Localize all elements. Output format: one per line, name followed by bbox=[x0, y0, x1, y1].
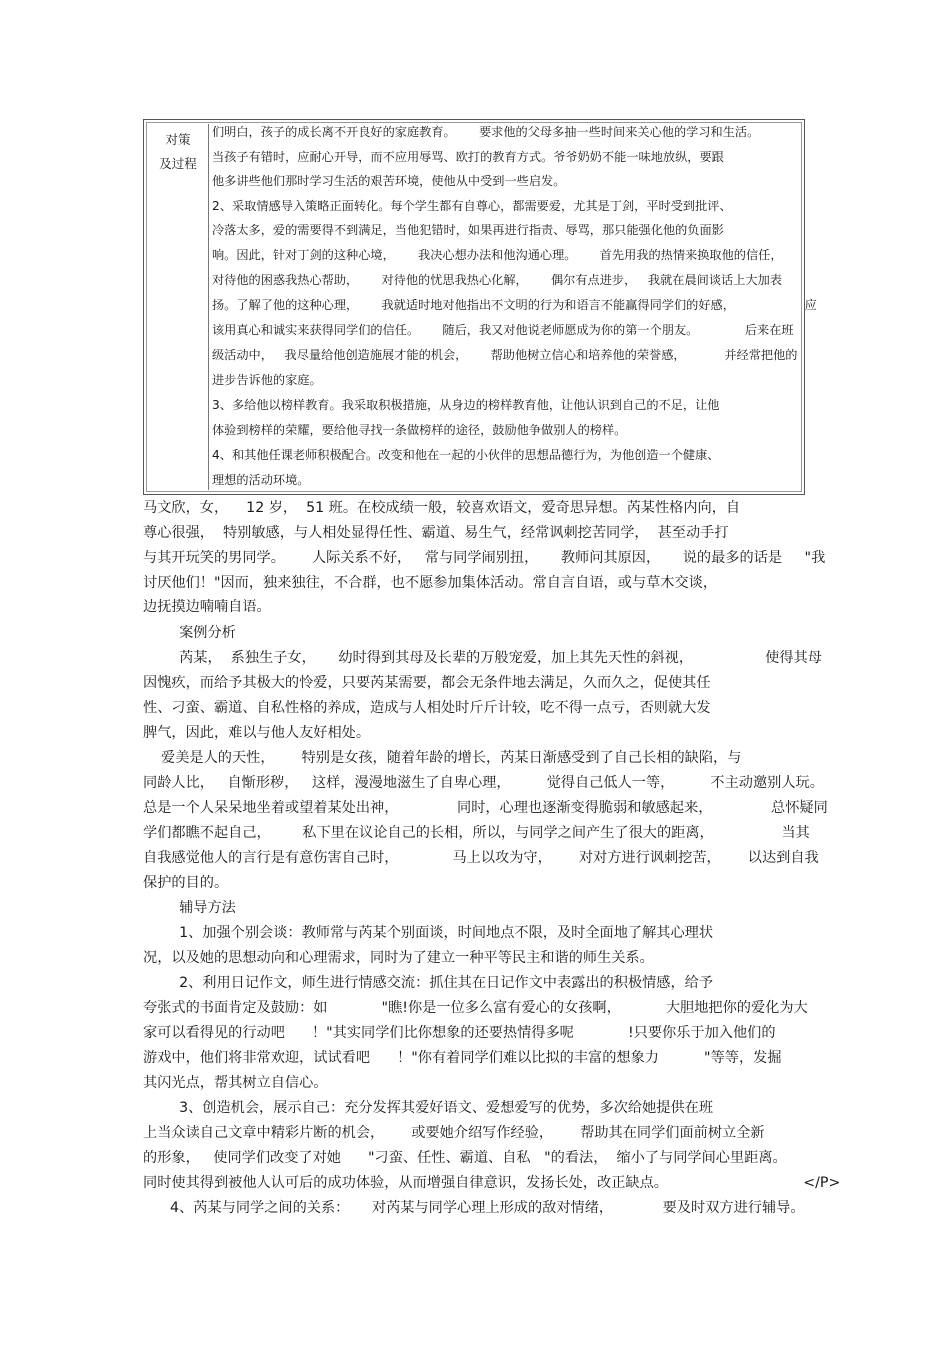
body-line: 其闪光点，帮其树立自信心。 bbox=[143, 1075, 328, 1091]
body-line: 与其开玩笑的男同学。 人际关系不好， 常与同学闹别扭， 教师问其原因， 说的最多的话是 "我 bbox=[143, 550, 826, 566]
table-label-cell bbox=[148, 124, 209, 490]
body-line: 爱美是人的天性， 特别是女孩，随着年龄的增长，芮某日渐感受到了自己长相的缺陷，与 bbox=[143, 750, 742, 766]
body-line: 3、创造机会，展示自己：充分发挥其爱好语文、爱想爱写的优势，多次给她提供在班 bbox=[143, 1100, 714, 1116]
table-text-line: 他多讲些他们那时学习生活的艰苦环境，使他从中受到一些启发。 bbox=[212, 174, 566, 188]
body-line: 4、芮某与同学之间的关系： 对芮某与同学心理上形成的敌对情绪， 要及时双方进行辅导。 bbox=[143, 1200, 805, 1216]
body-line: 1、加强个别会谈：教师常与芮某个别面谈，时间地点不限，及时全面地了解其心理状 bbox=[143, 925, 714, 941]
table-content-cell bbox=[210, 124, 817, 490]
table-label-line-1: 对策 bbox=[165, 132, 191, 147]
body-line: 尊心很强， 特别敏感，与人相处显得任性、霸道、易生气，经常讽刺挖苦同学， 甚至动手打 bbox=[143, 525, 729, 541]
body-line: 芮某， 系独生子女， 幼时得到其母及长辈的万般宠爱，加上其先天性的斜视， 使得其母 bbox=[143, 650, 822, 666]
table-text-line: 响。因此，针对丁剑的这种心境， 我决心想办法和他沟通心理。 首先用我的热情来换取他的信任， bbox=[212, 248, 783, 262]
table-label-line-2: 及过程 bbox=[159, 156, 197, 171]
table-text-line: 对待他的困惑我热心帮助， 对待他的忧思我热心化解， 偶尔有点进步， 我就在晨间谈话上大加表 bbox=[212, 273, 782, 287]
body-line: 家可以看得见的行动吧 ！"其实同学们比你想象的还要热情得多呢 !只要你乐于加入他们的 bbox=[143, 1025, 776, 1041]
table-text-line: 4、和其他任课老师积极配合。改变和他在一起的小伙伴的思想品德行为，为他创造一个健康、 bbox=[212, 448, 720, 462]
body-line: 同龄人比， 自惭形秽， 这样，漫漫地滋生了自卑心理， 觉得自己低人一等， 不主动邀别人玩。 bbox=[143, 775, 824, 791]
body-line: 性、刁蛮、霸道、自私性格的养成，造成与人相处时斤斤计较，吃不得一点亏，否则就大发 bbox=[143, 700, 711, 716]
body-line: 马文欣，女， 12 岁， 51 班。在校成绩一般，较喜欢语文，爱奇思异想。芮某性格内向，自 bbox=[143, 500, 741, 516]
body-line: 游戏中，他们将非常欢迎，试试看吧 ！"你有着同学们难以比拟的丰富的想象力 "等等，发掘 bbox=[143, 1050, 782, 1066]
strategy-table bbox=[143, 119, 817, 495]
table-text-line: 们明白，孩子的成长离不开良好的家庭教育。 要求他的父母多抽一些时间来关心他的学习和生活。 bbox=[212, 125, 760, 139]
body-line: 讨厌他们！"因而，独来独往，不合群，也不愿参加集体活动。常自言自语，或与草木交谈， bbox=[143, 575, 718, 591]
body-line: 脾气，因此，难以与他人友好相处。 bbox=[143, 725, 371, 741]
body-line: 因愧疚，而给予其极大的怜爱，只要芮某需要，都会无条件地去满足，久而久之，促使其任 bbox=[143, 675, 711, 691]
body-line: 同时使其得到被他人认可后的成功体验，从而增强自律意识，发扬长处，改正缺点。 </P> bbox=[143, 1175, 841, 1191]
body-line: 自我感觉他人的言行是有意伤害自己时， 马上以攻为守， 对对方进行讽刺挖苦， 以达到自我 bbox=[143, 850, 819, 866]
table-text-line: 2、采取情感导入策略正面转化。每个学生都有自尊心，都需要爱，尤其是丁剑，平时受到批评、 bbox=[212, 199, 732, 213]
table-text-line: 3、多给他以榜样教育。我采取积极措施，从身边的榜样教育他，让他认识到自己的不足，让他 bbox=[212, 398, 720, 412]
table-text-line: 冷落太多，爱的需要得不到满足，当他犯错时，如果再进行指责、辱骂，那只能强化他的负面影 bbox=[212, 223, 724, 237]
body-line: 夸张式的书面肯定及鼓励：如 "瞧!你是一位多么富有爱心的女孩啊， 大胆地把你的爱化为大 bbox=[143, 1000, 808, 1016]
body-line: 的形象， 使同学们改变了对她 "刁蛮、任性、霸道、自私 "的看法， 缩小了与同学间心里距离。 bbox=[143, 1150, 787, 1166]
body-line: 上当众读自己文章中精彩片断的机会， 或要她介绍写作经验， 帮助其在同学们面前树立全新 bbox=[143, 1125, 765, 1141]
table-text-line: 级活动中， 我尽量给他创造施展才能的机会， 帮助他树立信心和培养他的荣誉感， 并经常把他的 bbox=[212, 348, 798, 362]
body-line: 况，以及她的思想动向和心理需求，同时为了建立一种平等民主和谐的师生关系。 bbox=[143, 950, 654, 966]
table-text-line: 体验到榜样的荣耀，要给他寻找一条做榜样的途径，鼓励他争做别人的榜样。 bbox=[212, 423, 627, 437]
body-line: 2、利用日记作文，师生进行情感交流：抓住其在日记作文中表露出的积极情感，给予 bbox=[143, 975, 714, 991]
table-text-line: 该用真心和诚实来获得同学们的信任。 随后，我又对他说老师愿成为你的第一个朋友。 后来在班 bbox=[212, 323, 794, 337]
body-line: 边抚摸边喃喃自语。 bbox=[143, 599, 271, 615]
table-text-line: 理想的活动环境。 bbox=[212, 473, 310, 487]
table-text-line: 当孩子有错时，应耐心开导，而不应用辱骂、欧打的教育方式。爷爷奶奶不能一味地放纵，要跟 bbox=[212, 150, 724, 164]
body-line: 保护的目的。 bbox=[143, 875, 229, 891]
section-heading-case-analysis: 案例分析 bbox=[143, 625, 236, 641]
table-text-line: 扬。了解了他的这种心理， 我就适时地对他指出不文明的行为和语言不能赢得同学们的好感， 应 bbox=[212, 298, 817, 312]
body-line: 学们都瞧不起自己， 私下里在议论自己的长相，所以，与同学之间产生了很大的距离， 当其 bbox=[143, 825, 810, 841]
body-line: 总是一个人呆呆地坐着或望着某处出神， 同时，心理也逐渐变得脆弱和敏感起来， 总怀疑同 bbox=[143, 800, 828, 816]
table-text-line: 进步告诉他的家庭。 bbox=[212, 373, 322, 387]
section-heading-counseling-methods: 辅导方法 bbox=[143, 900, 236, 916]
